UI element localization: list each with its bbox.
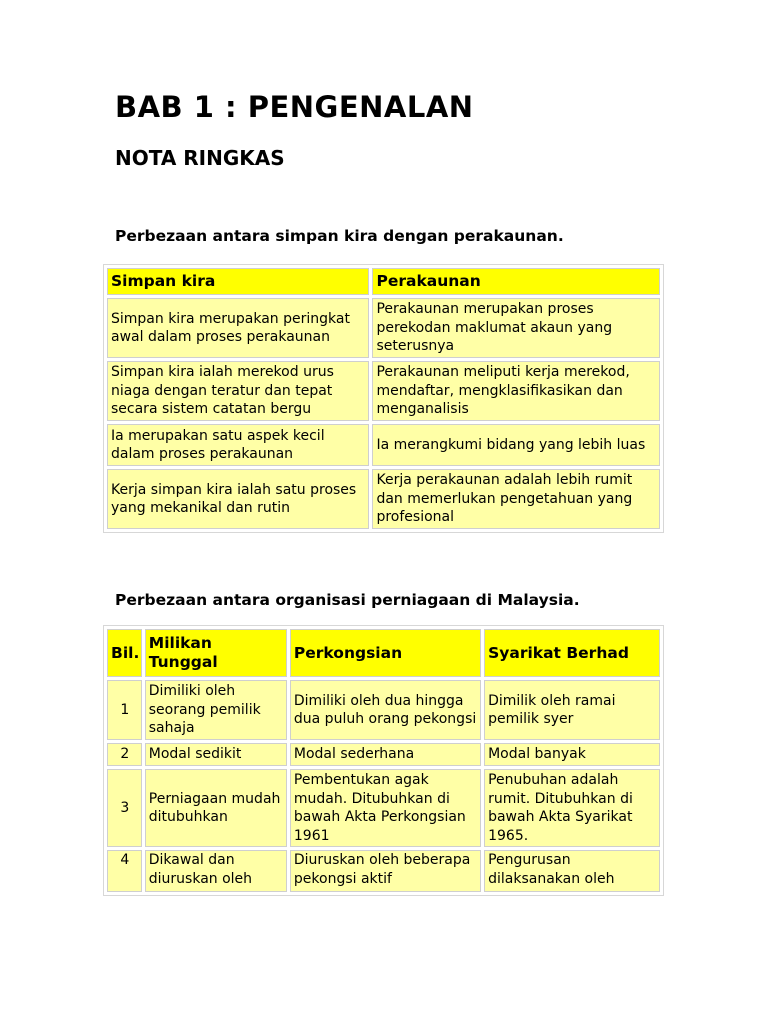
column-header: Bil.	[107, 629, 142, 677]
table-cell: Kerja perakaunan adalah lebih rumit dan memerlukan pengetahuan yang profesional	[372, 469, 660, 529]
table-cell: Simpan kira ialah merekod urus niaga dengan teratur dan tepat secara sistem catatan bergu	[107, 361, 369, 421]
row-number: 2	[107, 743, 142, 766]
table-cell: Modal sederhana	[290, 743, 481, 766]
page-title: BAB 1 : PENGENALAN	[115, 90, 474, 124]
table-cell: Perakaunan meliputi kerja merekod, mendaftar, mengklasifikasikan dan menganalisis	[372, 361, 660, 421]
table-header-row	[107, 268, 660, 295]
table2-caption: Perbezaan antara organisasi perniagaan di Malaysia.	[115, 591, 580, 609]
table-row	[107, 361, 660, 421]
table-row	[107, 424, 660, 466]
table-cell: Modal banyak	[484, 743, 660, 766]
table-cell: Ia merangkumi bidang yang lebih luas	[372, 424, 660, 466]
column-header: Simpan kira	[107, 268, 369, 295]
table-cell: Diuruskan oleh beberapa pekongsi aktif	[290, 850, 481, 892]
comparison-table-simpan-kira	[103, 264, 664, 533]
table-cell: Pengurusan dilaksanakan oleh	[484, 850, 660, 892]
table-cell: Perakaunan merupakan proses perekodan maklumat akaun yang seterusnya	[372, 298, 660, 358]
table-cell: Dimilik oleh ramai pemilik syer	[484, 680, 660, 740]
column-header: Perakaunan	[372, 268, 660, 295]
row-number: 4	[107, 850, 142, 892]
table-cell: Penubuhan adalah rumit. Ditubuhkan di bawah Akta Syarikat 1965.	[484, 769, 660, 847]
table1-caption: Perbezaan antara simpan kira dengan perakaunan.	[115, 227, 564, 245]
page-subtitle: NOTA RINGKAS	[115, 146, 285, 170]
column-header: Milikan Tunggal	[145, 629, 287, 677]
table-cell: Ia merupakan satu aspek kecil dalam proses perakaunan	[107, 424, 369, 466]
table-row	[107, 743, 660, 766]
column-header: Perkongsian	[290, 629, 481, 677]
table-cell: Perniagaan mudah ditubuhkan	[145, 769, 287, 847]
table-row	[107, 850, 660, 892]
table-cell: Modal sedikit	[145, 743, 287, 766]
table-cell: Pembentukan agak mudah. Ditubuhkan di bawah Akta Perkongsian 1961	[290, 769, 481, 847]
table-row	[107, 469, 660, 529]
row-number: 1	[107, 680, 142, 740]
column-header: Syarikat Berhad	[484, 629, 660, 677]
table-header-row	[107, 629, 660, 677]
table-cell: Dimiliki oleh dua hingga dua puluh orang pekongsi	[290, 680, 481, 740]
comparison-table-organisasi	[103, 625, 664, 896]
row-number: 3	[107, 769, 142, 847]
table-cell: Dimiliki oleh seorang pemilik sahaja	[145, 680, 287, 740]
table-cell: Dikawal dan diuruskan oleh	[145, 850, 287, 892]
table-row	[107, 680, 660, 740]
table-row	[107, 298, 660, 358]
table-cell: Simpan kira merupakan peringkat awal dalam proses perakaunan	[107, 298, 369, 358]
table-cell: Kerja simpan kira ialah satu proses yang mekanikal dan rutin	[107, 469, 369, 529]
table-row	[107, 769, 660, 847]
